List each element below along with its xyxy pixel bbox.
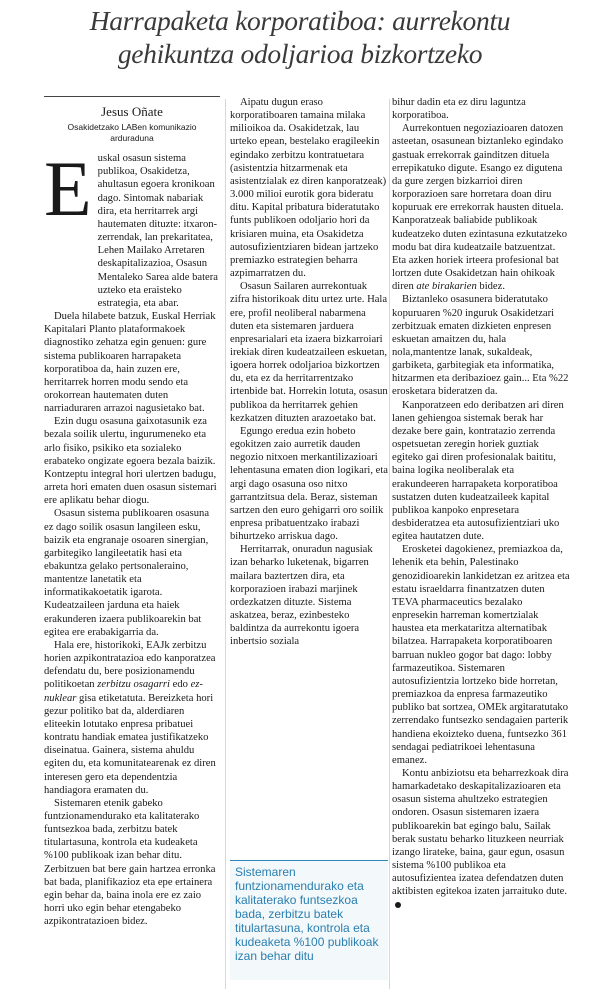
paragraph (44, 639, 220, 797)
paragraph: bihur dadin eta ez diru laguntza korporatiboa. (392, 97, 526, 122)
author-rule (44, 96, 220, 97)
author-role-line-1: Osakidetzako LABen komunikazio (67, 122, 197, 133)
end-mark-icon (395, 902, 401, 908)
paragraph: Osasun sistema publikoaren osasuna ez dago soilik osasun langileen esku, baizik eta engranaje osoaren sinergian, garbitegiko langileetatik hasi eta ebakuntza gelako pertsonaleraino, mantentze lanetatik eta informatikakoetatik igarota. Kudeatzaileen jarduna eta haiek erakunderen izaera publikoarekin bat egitea ere erabakigarria da. (44, 508, 210, 638)
drop-cap: E (44, 145, 92, 233)
paragraph: Kanporatzeen edo deribatzen ari diren lanen gehiengoa sistemak berak har dezake bere gain, kontratazio zerrenda ospetsuetan zeregin horiek guztiak egiteko gai diren profesionalak baititu, baina logika neoliberalak eta erakundeeren harrapaketa korporatiboa sustatzen duten kudeatzaileek kapital publikoa kanpoko enpresetara desbideratzea eta autosufizientziari uko egitea hautatzen dute. (392, 399, 564, 543)
text-run: Kontu anbiziotsu eta beharrezkoak dira hamarkadetako deskapitalizazioaren eta osasun sistema ahultzeko estrategien ondoren. Osasun sistemaren izaera publikoarekin bat egingo balu, Sailak berak sustatu beharko lituzkeen neurriak izango lirateke, baina, gaur egun, osasun sistema %100 publikoa eta autosufizientea izatea defendatzen duten aktibisten egitekoa izaten jarraituko dute. (392, 767, 569, 898)
author-role (44, 122, 220, 144)
headline-line-2: gehikuntza odoljarioa bizkortzeko (117, 38, 483, 69)
column-divider-2 (389, 99, 390, 989)
author-role-line-2: arduraduna (110, 133, 154, 144)
column-divider-1 (225, 99, 226, 989)
paragraph: Egungo eredua ezin hobeto egokitzen zaio aurretik dauden negozio nitxoen merkantilizazioari lehentasuna ematen dion logikari, eta argi dago osasuna oso nitxo garrantzitsua dela. Beraz, sisteman sartzen den euro gehigarri oro soilik enpresa pribatuentzako irabazi bihurtzeko arriskua dago. (230, 425, 388, 543)
paragraph: Erosketei dagokienez, premiazkoa da, lehenik eta behin, Palestinako genozidioarekin lankidetzan ez aritzea eta estatu israeldarra finantzatzen duten TEVA pharmaceutics bezalako enpresekin harreman komertzialak haustea eta merkataritza alternatibak bilatzea. Harrapaketa korporatiboaren barruan nukleo gogor bat dago: lobby farmazeutikoa. Sistemaren autosufizientzia lortzeko bide horretan, premiazkoa da enpresa farmazeutiko publiko bat sortzea, OMEk argitaratutako zerrendako funtsezko sendagaien parterik handiena ekoizteko duena, funtsezko 361 sendagai pediatrikoei lehentasuna emanez. (392, 544, 570, 766)
author-name: Jesus Oñate (101, 104, 163, 119)
paragraph: Biztanleko osasunera bideratutako kopuruaren %20 inguruk Osakidetzari zerbitzuak ematen dizkieten enpresen eskuetan amaitzen du, hala nola,mantentze lanak, sukaldeak, garbiketa, garbitegiak eta informatika, hitzarmen eta deribazioez gain... Eta %22 erosketara bideratzen da. (392, 294, 569, 398)
headline (14, 4, 586, 70)
paragraph: Osasun Sailaren aurrekontuak zifra historikoak ditu urtez urte. Hala ere, profil neoliberal nabarmena duten eta sistemaren jarduera enpresarialari eta izaera bizkarroiari irekiak diren kudeatzaileen eskuetan, igoera horrek odoljarioa bizkortzen du, eta ez da herritarrentzako irtenbide bat. Horrekin lotuta, osasun publikoa da herritarrek gehien kezkatzen dituzten arazoetako bat. (230, 281, 388, 424)
paragraph: Duela hilabete batzuk, Euskal Herriak Kapitalari Planto plataformakoek diagnostiko zehatza egin genuen: gure sistema publikoaren harrapaketa korporatiboa da, hain zuzen ere, herritarrek horren modu sendo eta orokorrean hautematen duten narriaduraren arrazoi nagusietako bat. (44, 311, 216, 415)
lead-paragraph (44, 145, 220, 310)
paragraph: Aipatu dugun eraso korporatiboaren tamaina milaka milioikoa da. Osakidetzak, lau urteko epean, bestelako eragileekin egindako zerbitzu kontratuetara (asistentzia hitzarmenak eta asistentzialak ez diren kanporatzeak) 3.000 milioi eurotik gora bideratu ditu. Kapital pribatura bideratutako funts publikoen odoljario hori da krisiaren muina, eta Osakidetza autosufizientziaren bidean jartzeko premiazko estrategien beharra azpimarratzen du. (230, 97, 387, 280)
emphasis: ez-nuklear (44, 679, 203, 704)
article-column-1 (44, 96, 220, 996)
paragraph: Ezin dugu osasuna gaixotasunik eza bezala soilik ulertu, ingurumeneko eta arlo fisiko, psikiko eta sozialeko erabateko ongizate egoera bezala baizik. Kontzeptu integral hori ulertzen badugu, arreta hori ematen duen osasun sistemari ere aplikatu behar diogu. (44, 416, 217, 507)
text-run: gisa etiketatuta. Bereizketa hori gezur politiko bat da, alderdiaren eliteekin lotutako enpresa pribatuei kontratu handiak ematea justifikatzeko diseinatua. Gainera, sistema ahuldu egiten du, eta komunitatearenak ez diren interesen gero eta dependentzia handiagora eramaten du. (44, 692, 216, 796)
text-run: edo (169, 679, 191, 691)
paragraph (392, 122, 570, 293)
text-run: bidez. (476, 281, 505, 293)
lead-text: uskal osasun sistema publikoa, Osakidetza, ahultasun egoera kronikoan dago. Sintomak nabariak dira, eta herritarrek argi hautematen dituzte: itxaron-zerrendak, lan prekaritatea, Lehen Mailako Arretaren deskapitalizazioa, Osasun Mentaleko Sarea alde batera uzteko eta eraisteko estrategia, eta abar. (97, 153, 218, 309)
pull-quote: Sistemaren funtzionamendurako eta kalitaterako funtsezkoa bada, zerbitzu batek titulartasuna, kontrola eta kudeaketa %100 publikoak izan behar ditu (230, 860, 388, 980)
emphasis: zerbitzu osagarri (97, 679, 170, 691)
headline-line-1: Harrapaketa korporatiboa: aurrekontu (89, 5, 511, 36)
text-run: Aurrekontuen negoziazioaren datozen asteetan, osasunean biztanleko egindako gastuak errekorrak gainditzen dituela errepikatuko digute. Esango ez digutena da gure zergen bizkarrioi diren korporazioen sare horretara doan diru kopuruak ere errekorrak hausten dituela. Kanporatzeak baliabide publikoak kudeatzeko duten ezintasuna ezkutatzeko modu bat dira kudeatzaile batzuentzat. Eta azken horiek irteera profesional bat lortzen dute Osakidetzan hain ohikoak diren (392, 123, 568, 293)
article-column-3 (392, 96, 570, 996)
paragraph: Herritarrak, onuradun nagusiak izan beharko luketenak, bigarren mailara baztertzen dira, eta korporazioen irabazi marjinek ordezkatzen dituzte. Sistema askatzea, beraz, ezinbesteko baldintza da aurrekontu igoera inbertsio soziala (230, 544, 373, 648)
text-run: Hala ere, historikoki, EAJk zerbitzu horien azpikontratazioa edo kanporatzea defendatu du, bere posizionamendu politikoetan (44, 639, 216, 691)
emphasis: ate birakarien (416, 281, 477, 293)
paragraph (392, 767, 570, 912)
paragraph: Sistemaren etenik gabeko funtzionamendurako eta kalitaterako funtsezkoa bada, zerbitzu batek titulartasuna, kontrola eta kudeaketa %100 publikoak izan behar ditu. Zerbitzuen bat bere gain hartzea erronka bat bada, planifikazioz eta epe ertainera egin behar da, baina inola ere ez zaio horri uko egin behar etengabeko azpikontratazioen bidez. (44, 797, 216, 928)
